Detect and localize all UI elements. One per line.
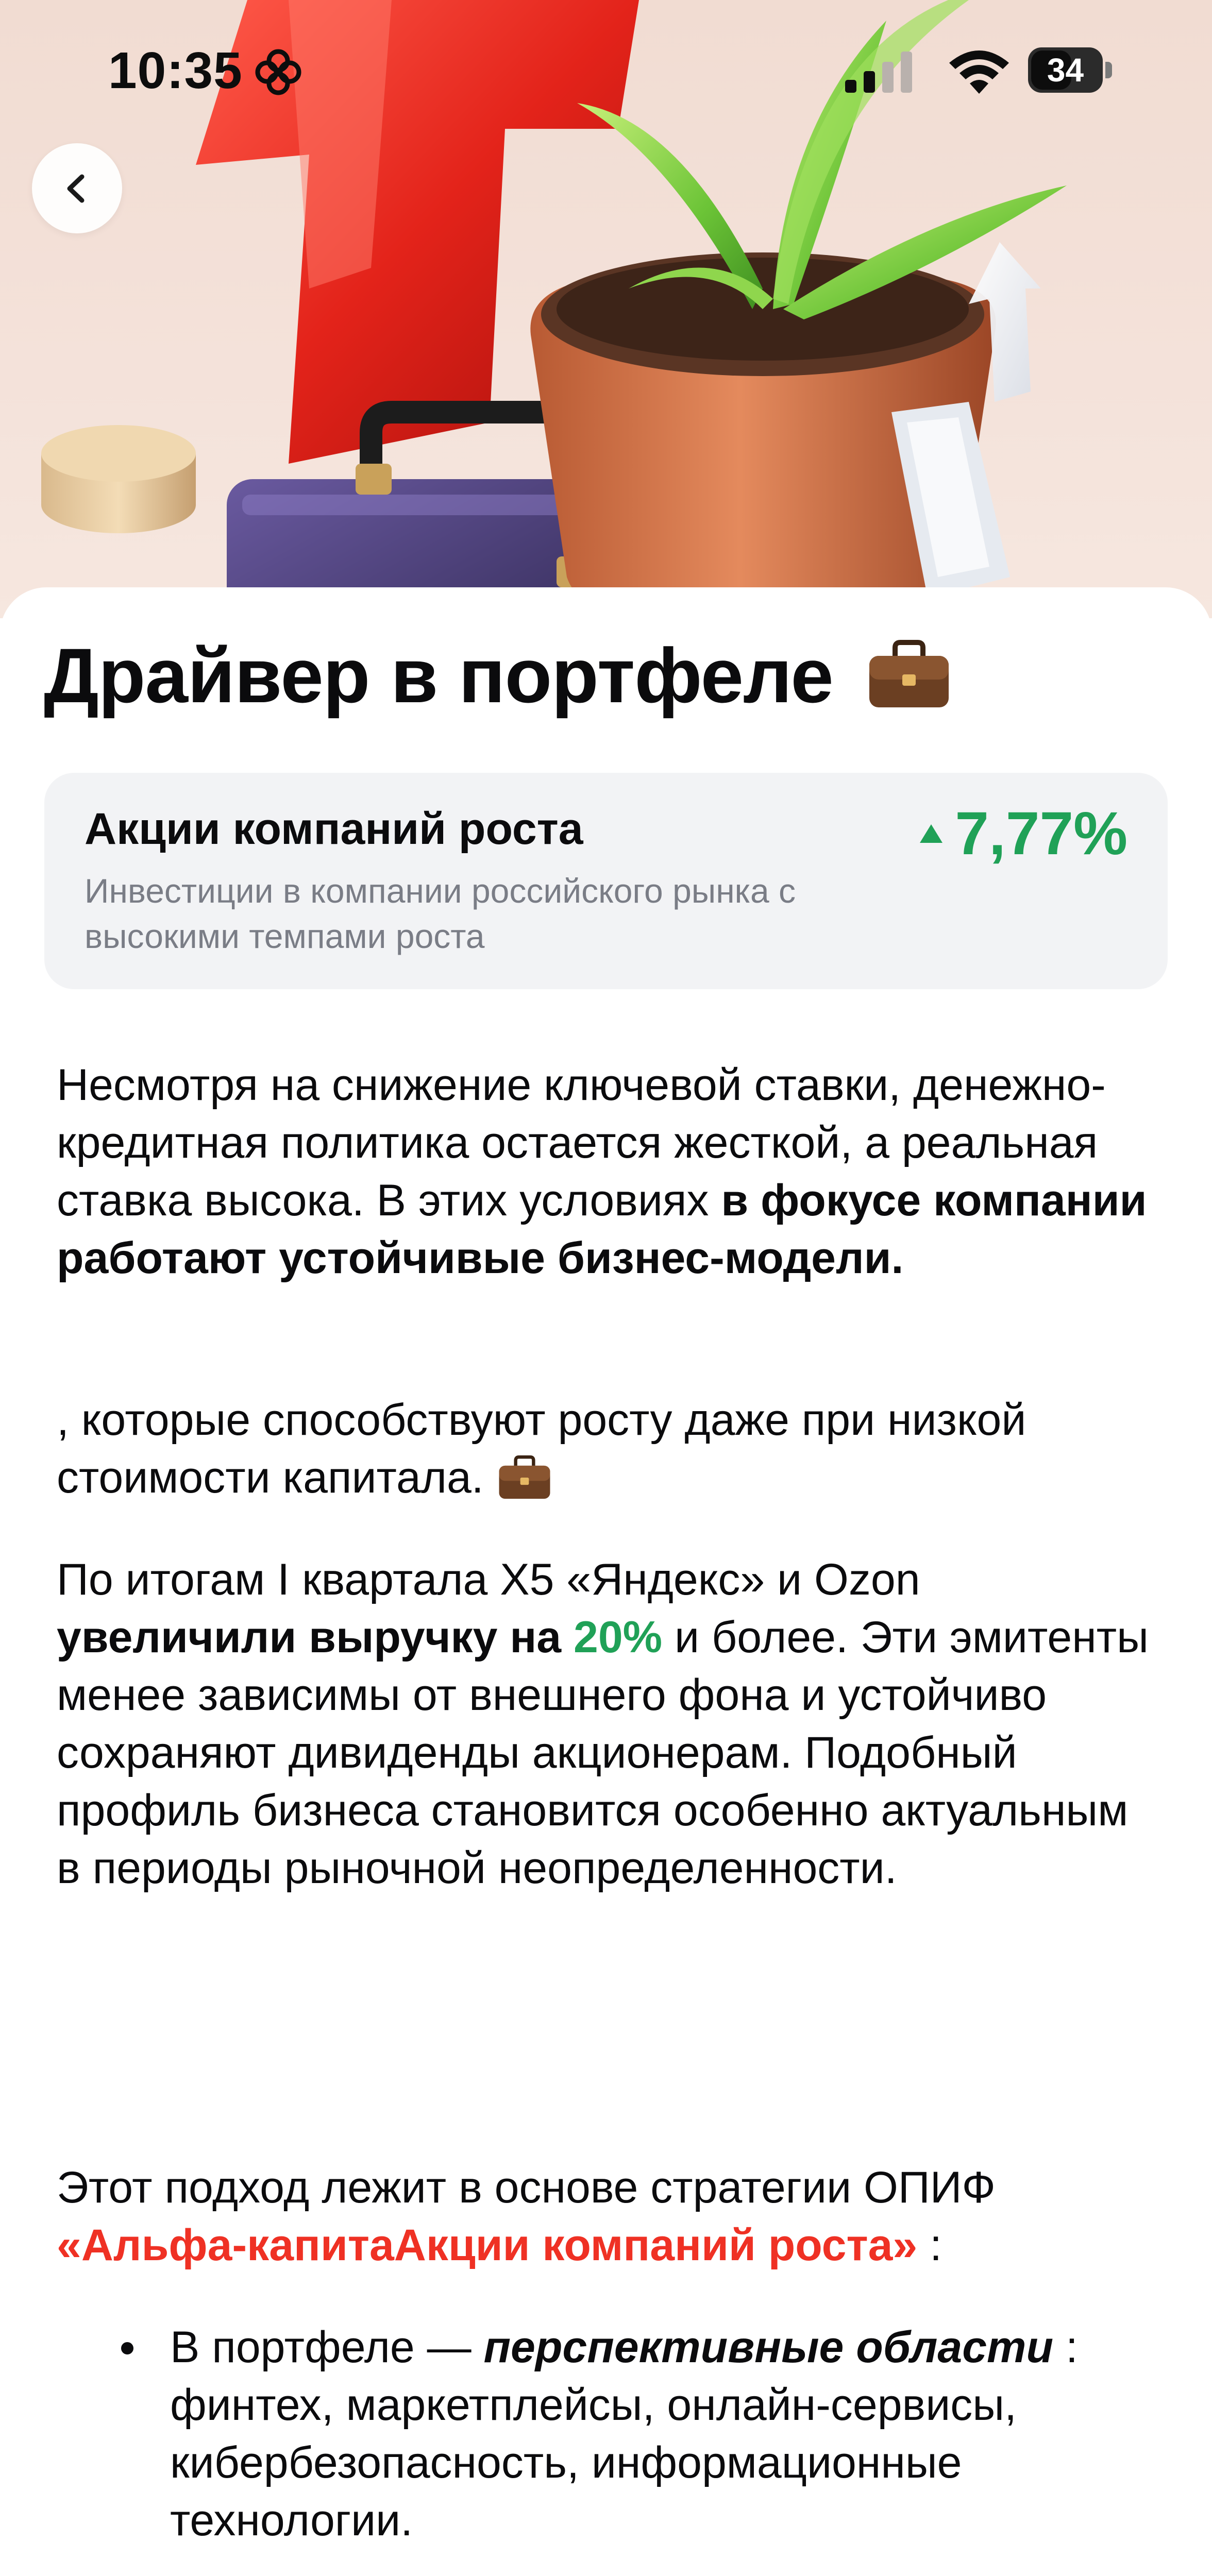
page-title [44,631,953,720]
text: , которые способствуют росту даже при низкой стоимости капитала. [57,1395,1026,1502]
text: В портфеле — [170,2323,484,2372]
battery-indicator [1028,47,1113,93]
chevron-left-icon [59,171,95,207]
fund-name: Акции компаний роста [85,804,583,854]
text: По итогам I квартала X5 «Яндекс» и Ozon [57,1555,920,1604]
article-paragraph-4 [57,2159,1154,2274]
article-paragraph-3 [57,1551,1154,1897]
status-bar [0,0,1212,129]
flower-icon [252,46,304,98]
text: и более. Эти эмитенты менее зависимы от внешнего фона и устойчиво сохраняют дивиденды акционерам. Подобный профиль бизнеса становится особенно актуальным в периоды рыночной неопределенности. [57,1613,1149,1893]
text: Этот подход лежит в основе стратегии ОПИФ [57,2163,996,2212]
status-time: 10:35 [108,42,243,99]
battery-level: 34 [1047,52,1084,89]
text-bold: увеличили выручку на [57,1613,574,1662]
hero-banner [0,0,1212,618]
article-paragraph-2 [57,1391,1154,1506]
fund-card[interactable] [44,773,1168,989]
page-title-text: Драйвер в портфеле [44,632,833,719]
bullet-list [57,2318,1154,2576]
fund-link[interactable]: «Альфа-капитаАкции компаний роста» [57,2221,918,2270]
back-button[interactable] [32,143,122,233]
wifi-icon [948,46,1010,95]
briefcase-icon [865,638,953,710]
text: : финтех, маркетплейсы, онлайн-сервисы, кибербезопасность, информационные технологии. [170,2323,1078,2545]
fund-description: Инвестиции в компании российского рынка с высокими темпами роста [85,872,796,955]
highlight-percent: 20% [573,1613,663,1662]
text-bold-italic: перспективные области [483,2323,1054,2372]
text: : [917,2221,942,2270]
triangle-up-icon [920,824,942,843]
fund-return-value: 7,77% [955,800,1127,868]
article-paragraph-1 [57,1056,1154,1287]
briefcase-icon [496,1454,553,1501]
fund-return [920,799,1127,869]
list-item [57,2318,1154,2549]
text: Несмотря на снижение ключевой ставки, денежно-кредитная политика остается жесткой, а реальная ставка высока. В этих условиях [57,1060,1106,1225]
cellular-signal-icon [845,52,912,93]
text-bold: в фокусе компании работают устойчивые бизнес-модели. [57,1176,1147,1283]
